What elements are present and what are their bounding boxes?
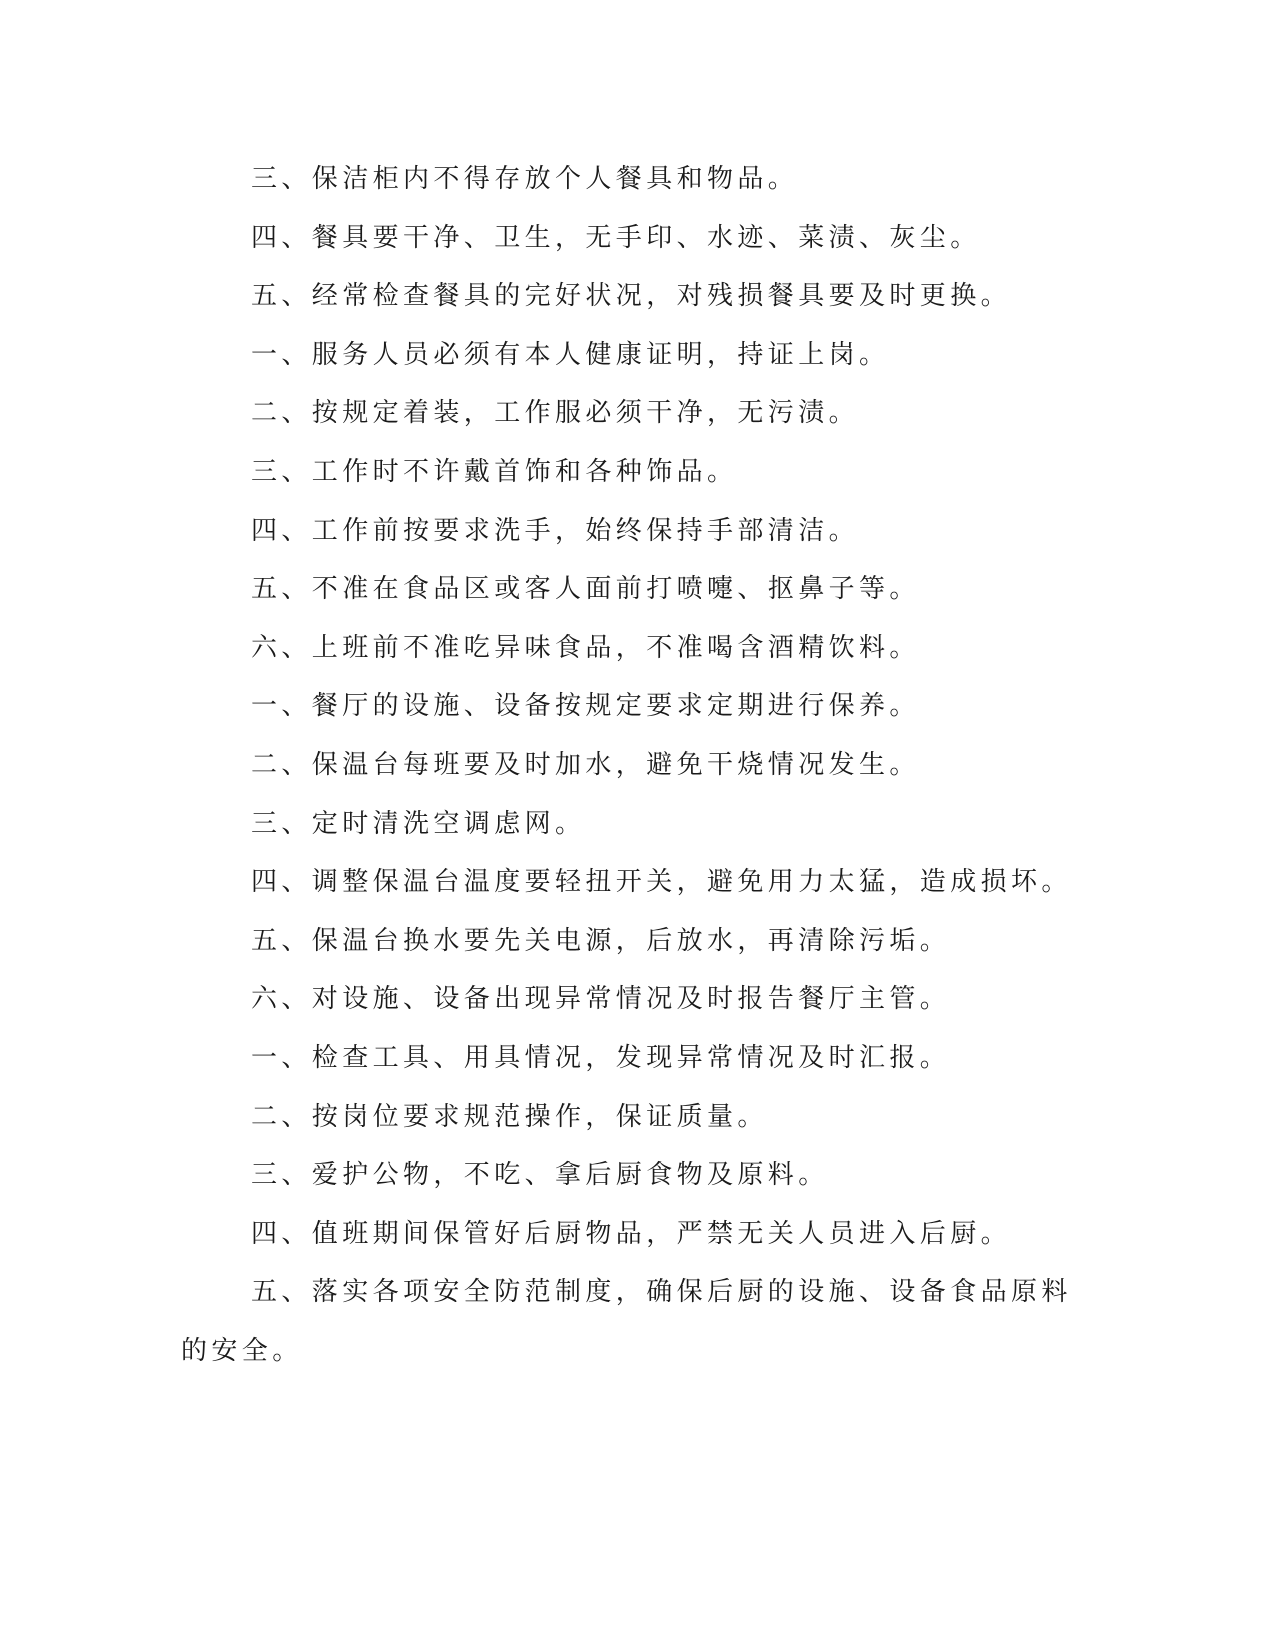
- paragraph-11: 二、保温台每班要及时加水，避免干烧情况发生。: [251, 749, 920, 780]
- paragraph-13: 四、调整保温台温度要轻扭开关，避免用力太猛，造成损坏。: [251, 867, 1072, 898]
- paragraph-6: 三、工作时不许戴首饰和各种饰品。: [251, 456, 738, 487]
- paragraph-20: 五、落实各项安全防范制度，确保后厨的设施、设备食品原料的安全。: [181, 1277, 1072, 1366]
- paragraph-9: 六、上班前不准吃异味食品，不准喝含酒精饮料。: [251, 632, 920, 663]
- paragraph-16: 一、检查工具、用具情况，发现异常情况及时汇报。: [251, 1042, 951, 1073]
- paragraph-14: 五、保温台换水要先关电源，后放水，再清除污垢。: [251, 925, 951, 956]
- paragraph-4: 一、服务人员必须有本人健康证明，持证上岗。: [251, 339, 890, 370]
- paragraph-2: 四、餐具要干净、卫生，无手印、水迹、菜渍、灰尘。: [251, 222, 981, 253]
- paragraph-18: 三、爱护公物，不吃、拿后厨食物及原料。: [251, 1160, 829, 1191]
- paragraph-10: 一、餐厅的设施、设备按规定要求定期进行保养。: [251, 691, 920, 722]
- paragraph-17: 二、按岗位要求规范操作，保证质量。: [251, 1101, 768, 1132]
- paragraph-19: 四、值班期间保管好后厨物品，严禁无关人员进入后厨。: [251, 1218, 1012, 1249]
- paragraph-15: 六、对设施、设备出现异常情况及时报告餐厅主管。: [251, 984, 951, 1015]
- paragraph-3: 五、经常检查餐具的完好状况，对残损餐具要及时更换。: [251, 281, 1012, 312]
- paragraph-12: 三、定时清洗空调虑网。: [251, 808, 586, 839]
- paragraph-1: 三、保洁柜内不得存放个人餐具和物品。: [251, 164, 799, 194]
- paragraph-7: 四、工作前按要求洗手，始终保持手部清洁。: [251, 515, 860, 546]
- paragraph-5: 二、按规定着装，工作服必须干净，无污渍。: [251, 398, 860, 429]
- paragraph-8: 五、不准在食品区或客人面前打喷嚏、抠鼻子等。: [251, 574, 920, 605]
- document-body: [181, 150, 1091, 1380]
